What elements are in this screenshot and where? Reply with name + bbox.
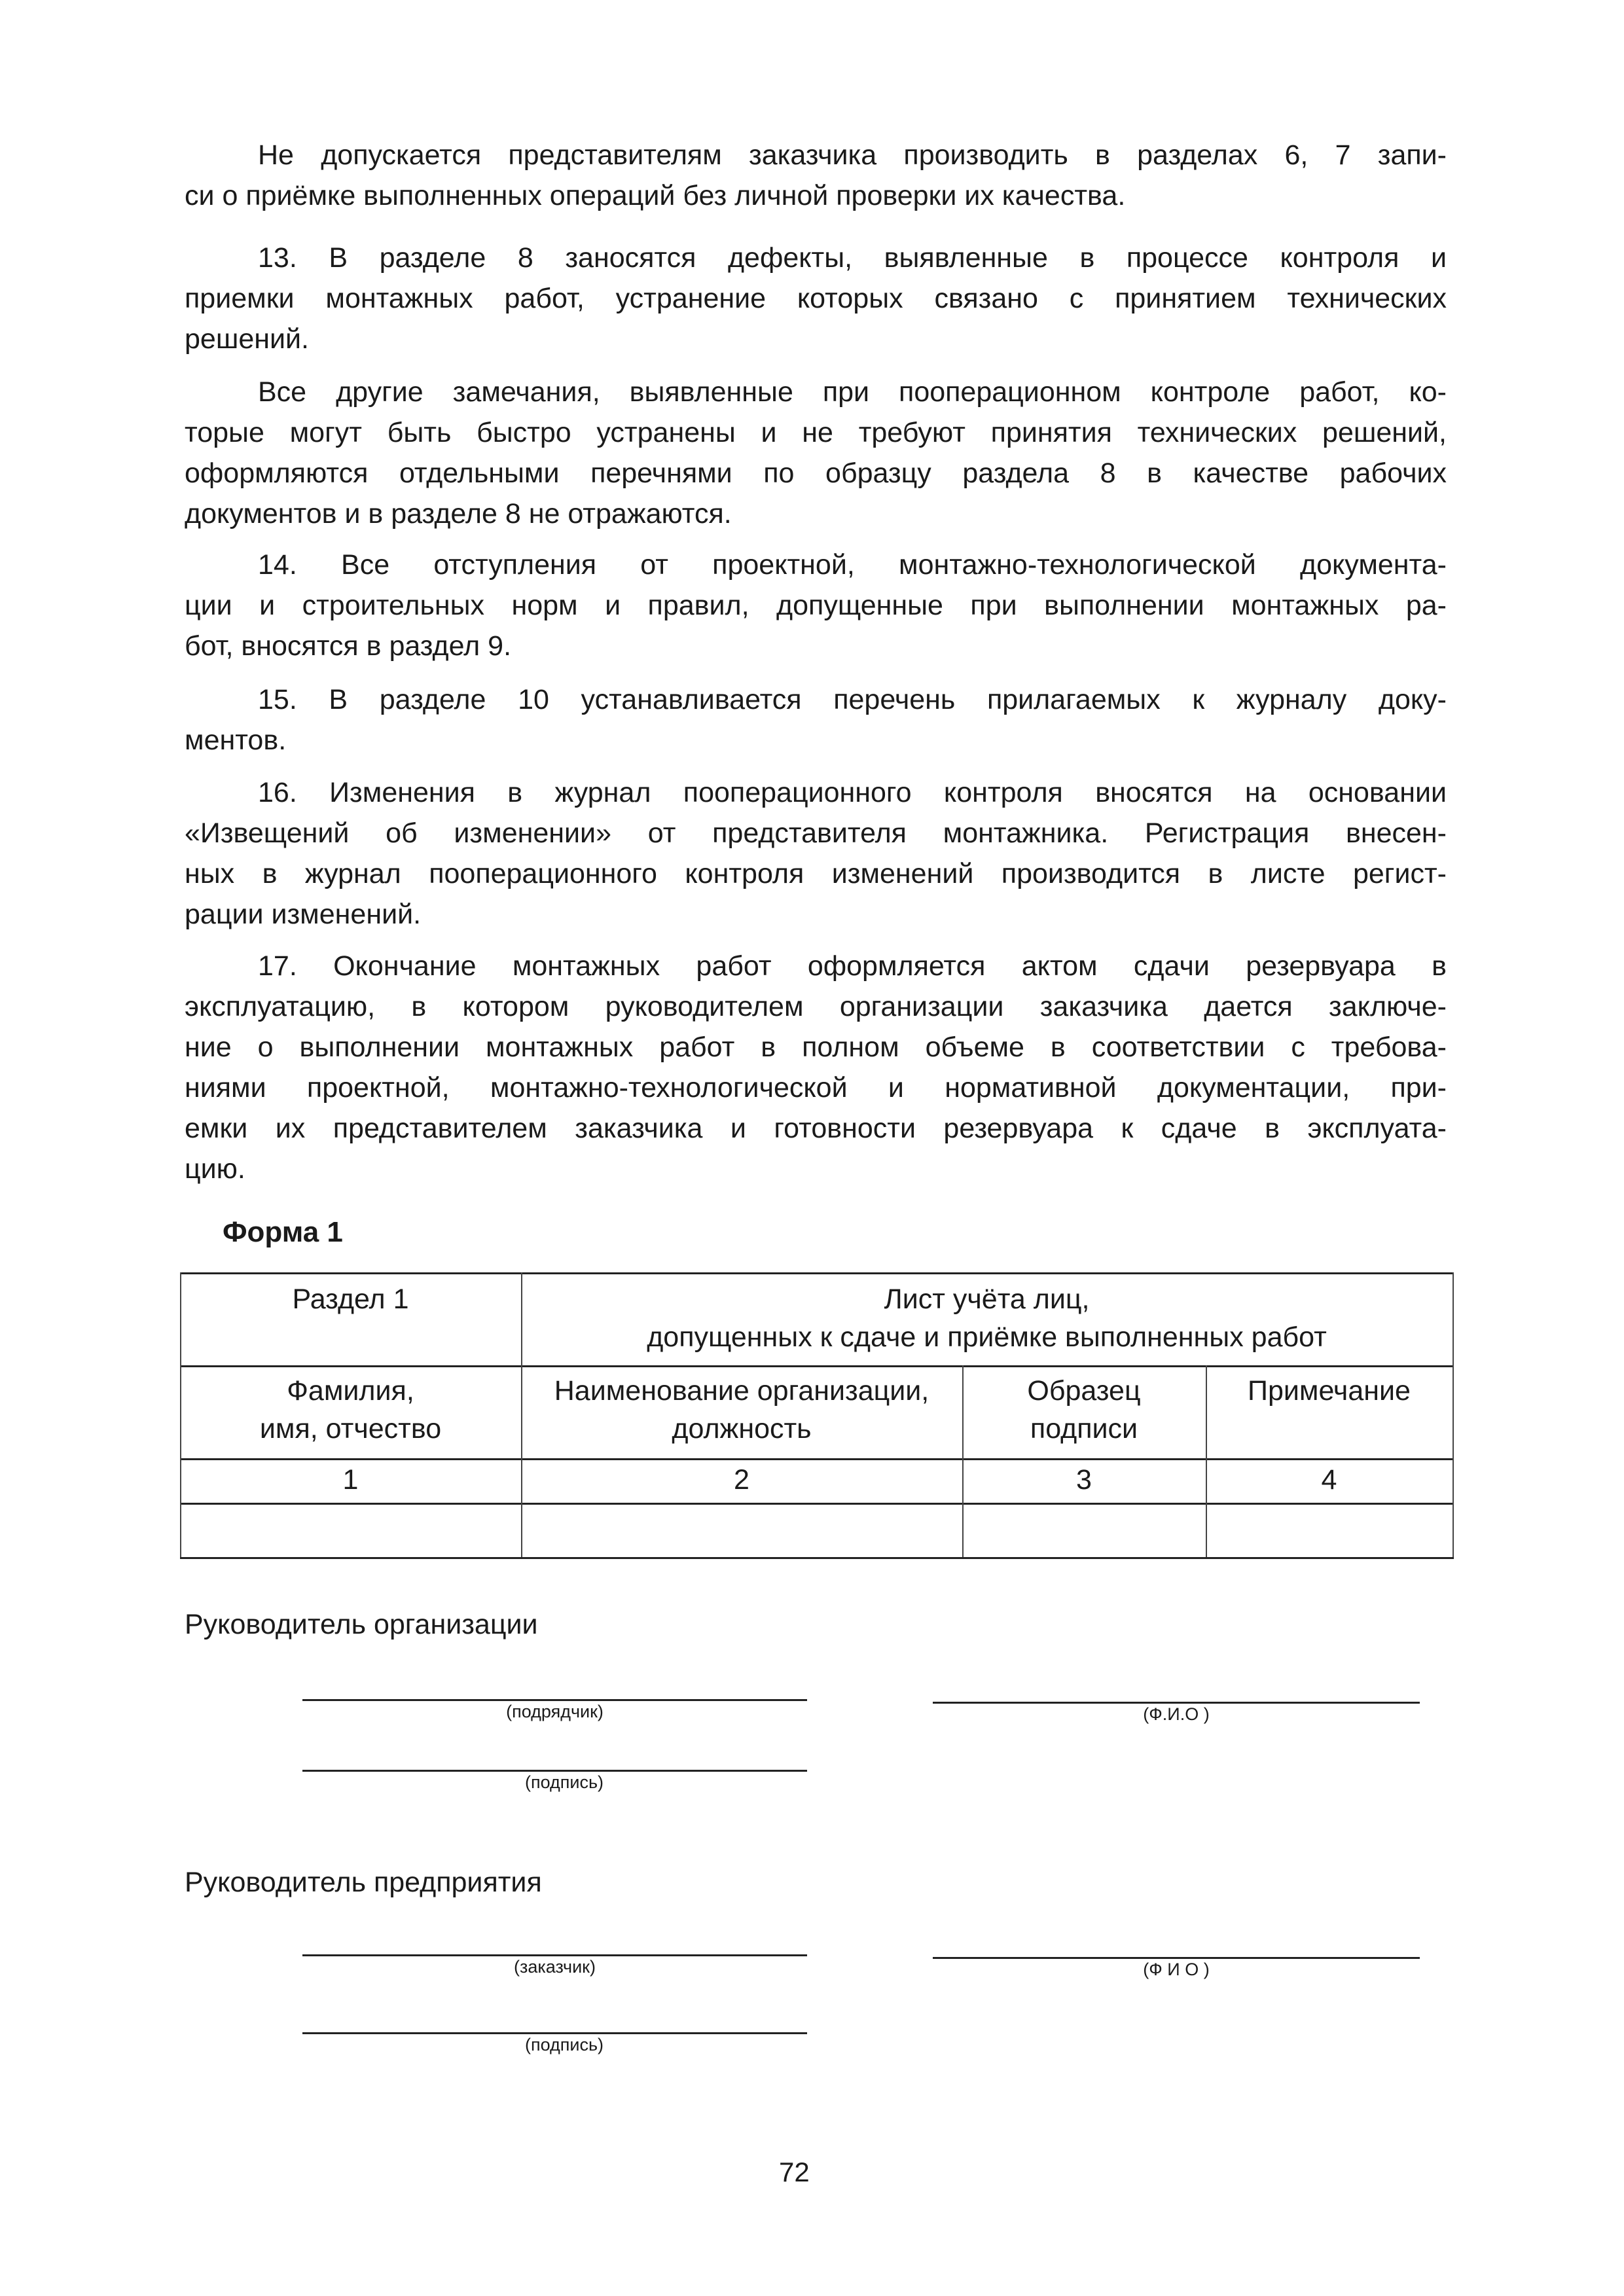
customer-line[interactable]: [302, 1954, 807, 1956]
paragraph: [185, 946, 1447, 1189]
text-line: торые могут быть быстро устранены и не требуют принятия технических решений,: [185, 417, 1447, 448]
col-header-line: подписи: [1030, 1413, 1138, 1444]
text-line: ных в журнал пооперационного контроля изменений производится в листе регист-: [185, 858, 1447, 889]
table-border-right: [1453, 1272, 1454, 1557]
text-line: ниями проектной, монтажно-технологической и нормативной документации, при-: [185, 1072, 1447, 1103]
col-header-org: [521, 1372, 962, 1448]
col-number: 4: [1321, 1464, 1337, 1496]
col-header-line: Примечание: [1248, 1375, 1411, 1407]
col-number: 2: [734, 1464, 749, 1496]
paragraph: [185, 372, 1447, 534]
ent-fio-line[interactable]: [933, 1957, 1420, 1959]
paragraph: [185, 135, 1447, 216]
col-header-line: должность: [672, 1413, 812, 1444]
col-header-name: [180, 1372, 521, 1448]
page-number: 72: [779, 2157, 810, 2187]
col-number: 1: [342, 1464, 359, 1496]
text-line: си о приёмке выполненных операций без личной проверки их качества.: [185, 180, 1126, 211]
text-line: ции и строительных норм и правил, допущенные при выполнении монтажных ра-: [185, 590, 1447, 621]
text-line: Все другие замечания, выявленные при пооперационном контроле работ, ко-: [258, 376, 1447, 408]
text-line: документов и в разделе 8 не отражаются.: [185, 498, 732, 529]
customer-caption: (заказчик): [514, 1957, 596, 1977]
table-rule: [180, 1365, 1454, 1367]
ent-head-label: Руководитель предприятия: [185, 1867, 542, 1898]
text-line: решений.: [185, 323, 309, 355]
ent-fio-caption: (Ф И О ): [1143, 1960, 1210, 1979]
text-line: 16. Изменения в журнал пооперационного контроля вносятся на основании: [258, 777, 1447, 808]
paragraph: [185, 679, 1447, 761]
sheet-title-line: допущенных к сдаче и приёмке выполненных работ: [647, 1321, 1327, 1353]
col-header-line: Образец: [1027, 1375, 1141, 1407]
text-line: оформляются отдельными перечнями по образцу раздела 8 в качестве рабочих: [185, 457, 1447, 489]
text-line: бот, вносятся в раздел 9.: [185, 630, 512, 662]
sheet-title-line: Лист учёта лиц,: [884, 1283, 1090, 1315]
table-border-top: [180, 1272, 1454, 1274]
text-line: 17. Окончание монтажных работ оформляется актом сдачи резервуара в: [258, 950, 1447, 982]
persons-table: [180, 1272, 1454, 1557]
col-header-line: Фамилия,: [287, 1375, 414, 1407]
col-header-note: [1206, 1372, 1453, 1410]
ent-signature-line[interactable]: [302, 2032, 807, 2034]
paragraph: [185, 545, 1447, 666]
col-number: 3: [1076, 1464, 1092, 1496]
text-line: приемки монтажных работ, устранение которых связано с принятием технических: [185, 283, 1447, 314]
text-line: ментов.: [185, 725, 287, 756]
col-header-line: Наименование организации,: [554, 1375, 929, 1407]
form-title: Форма 1: [223, 1216, 343, 1248]
col-header-line: имя, отчество: [259, 1413, 442, 1444]
text-line: цию.: [185, 1153, 245, 1185]
text-line: ние о выполнении монтажных работ в полном объеме в соответствии с требова-: [185, 1031, 1447, 1063]
text-line: «Извещений об изменении» от представителя монтажника. Регистрация внесен-: [185, 817, 1447, 849]
text-line: рации изменений.: [185, 899, 422, 930]
table-border-bottom: [180, 1557, 1454, 1559]
org-fio-caption: (Ф.И.О ): [1143, 1704, 1210, 1724]
org-fio-line[interactable]: [933, 1702, 1420, 1704]
org-head-label: Руководитель организации: [185, 1609, 538, 1640]
paragraph: [185, 772, 1447, 935]
section-label: Раздел 1: [292, 1283, 409, 1315]
contractor-line[interactable]: [302, 1699, 807, 1701]
text-line: 15. В разделе 10 устанавливается перечень прилагаемых к журналу доку-: [258, 684, 1447, 715]
paragraph: [185, 238, 1447, 359]
org-signature-caption: (подпись): [524, 1772, 604, 1792]
org-signature-line[interactable]: [302, 1770, 807, 1772]
text-line: Не допускается представителям заказчика производить в разделах 6, 7 запи-: [258, 139, 1447, 171]
table-rule: [180, 1503, 1454, 1505]
table-rule: [180, 1458, 1454, 1460]
col-header-signature: [962, 1372, 1206, 1448]
ent-signature-caption: (подпись): [524, 2035, 604, 2054]
text-line: 13. В разделе 8 заносятся дефекты, выявленные в процессе контроля и: [258, 242, 1447, 274]
text-line: емки их представителем заказчика и готовности резервуара к сдаче в эксплуата-: [185, 1113, 1447, 1144]
text-line: 14. Все отступления от проектной, монтажно-технологической документа-: [258, 549, 1447, 581]
text-line: эксплуатацию, в котором руководителем организации заказчика дается заключе-: [185, 991, 1447, 1022]
sheet-title: [521, 1280, 1453, 1356]
contractor-caption: (подрядчик): [506, 1702, 604, 1721]
